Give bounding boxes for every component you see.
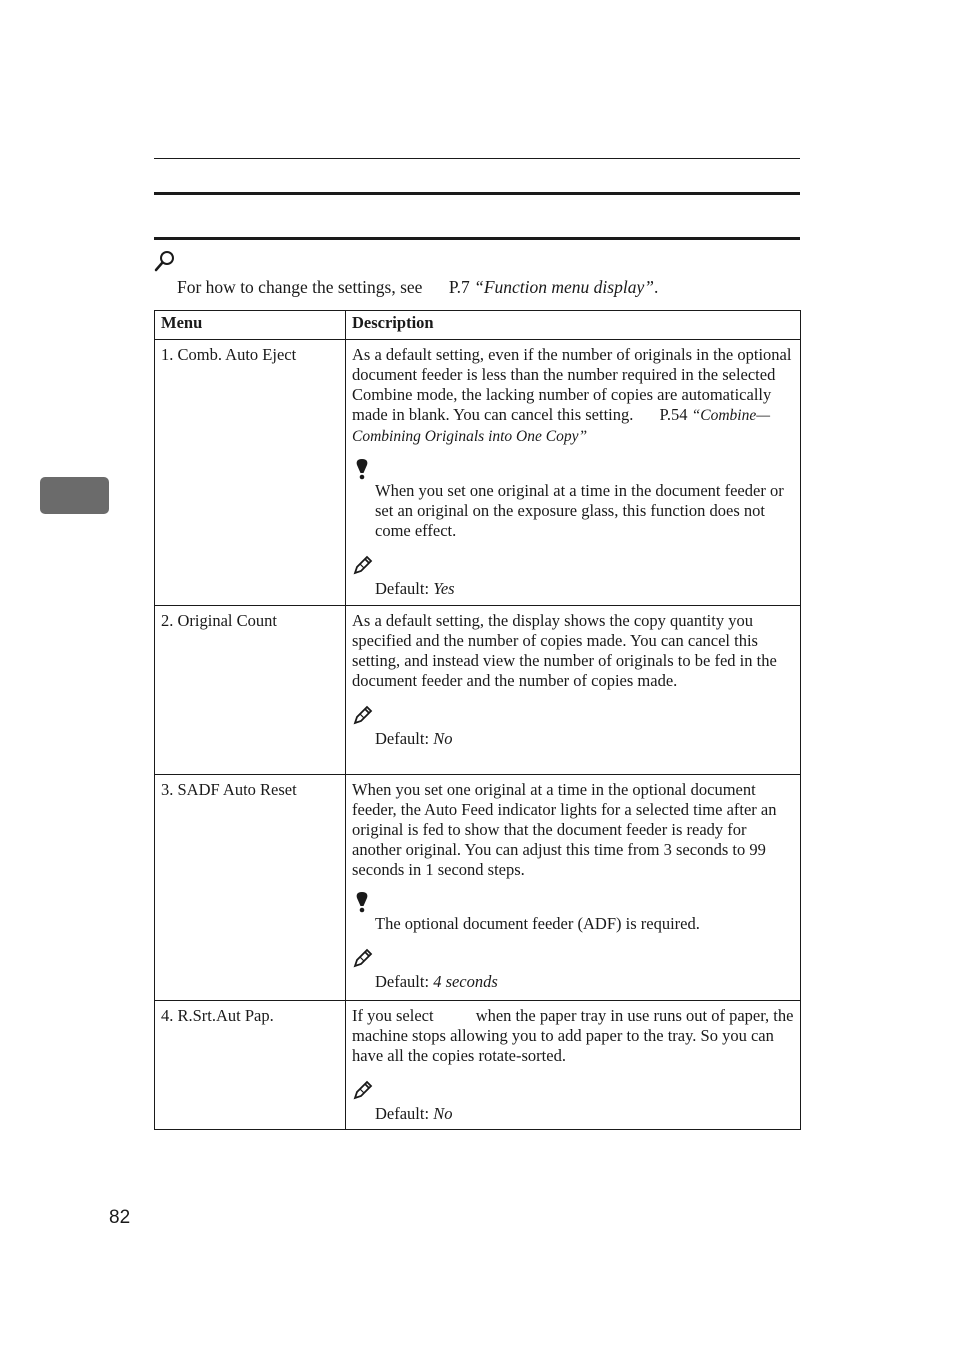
- note-pencil-icon: [352, 703, 374, 727]
- menu-cell: 4. R.Srt.Aut Pap.: [155, 1001, 346, 1130]
- note-pencil-icon: [352, 946, 374, 970]
- important-icon: [352, 457, 372, 481]
- section-rule-1: [154, 192, 800, 195]
- reference-page-link[interactable]: P.7: [448, 277, 470, 297]
- description-cell: If you select when the paper tray in use runs out of paper, the machine stops allowing you to add paper to the tray. So you can have all the copies rotate-sorted. Default: No: [346, 1001, 801, 1130]
- default-value: 4 seconds: [433, 972, 498, 991]
- page-ref-link[interactable]: P.54: [659, 405, 688, 424]
- table-row: [155, 775, 801, 1001]
- default-value: No: [433, 1104, 453, 1123]
- page-number: 82: [109, 1207, 131, 1228]
- reference-prefix: For how to change the settings, see: [177, 277, 423, 297]
- description-cell: As a default setting, the display shows the copy quantity you specified and the number of copies made. You can cancel this setting, and instead view the number of originals to be fed in the document feeder and the number of copies made. Default: No: [346, 606, 801, 775]
- important-icon: [352, 890, 372, 914]
- menu-cell: 3. SADF Auto Reset: [155, 775, 346, 1001]
- default-value: Yes: [433, 579, 455, 598]
- note-block: Default: Yes: [352, 553, 794, 599]
- reference-line: For how to change the settings, see P.7 “Function menu display”.: [177, 277, 659, 297]
- ref-title[interactable]: “Combine—Combining Originals into One Copy”: [352, 407, 770, 445]
- table-row: [155, 606, 801, 775]
- note-block: Default: No: [352, 703, 794, 749]
- description-cell: When you set one original at a time in the optional document feeder, the Auto Feed indicator lights for a selected time after an original is fed to show that the document feeder is ready for another original. You can adjust this time from 3 seconds to 99 seconds in 1 second steps. The optional document feeder (ADF) is required. Default: 4 seconds: [346, 775, 801, 1001]
- menu-cell: 2. Original Count: [155, 606, 346, 775]
- note-pencil-icon: [352, 1078, 374, 1102]
- chapter-tab: [40, 477, 109, 514]
- table-row: [155, 340, 801, 606]
- note-block: Default: 4 seconds: [352, 946, 794, 992]
- note-pencil-icon: [352, 553, 374, 577]
- reference-magnifier-icon: [154, 250, 176, 272]
- settings-table: [154, 310, 801, 1130]
- important-block: [352, 890, 794, 934]
- section-rule-2: [154, 237, 800, 240]
- important-text: The optional document feeder (ADF) is required.: [375, 914, 700, 933]
- table-row: [155, 1001, 801, 1130]
- note-block: Default: No: [352, 1078, 794, 1124]
- description-cell: As a default setting, even if the number of originals in the optional document feeder is less than the number required in the selected Combine mode, the lacking number of copies are automatically made in blank. You can cancel this setting. P.54 “Combine—Combining Originals into One Copy” When you set one original at a time in the document feeder or set an original on the exposure glass, this function does not come effect. Default: Yes: [346, 340, 801, 606]
- menu-cell: 1. Comb. Auto Eject: [155, 340, 346, 606]
- important-text: When you set one original at a time in the document feeder or set an original on the exposure glass, this function does not come effect.: [375, 481, 784, 540]
- reference-title[interactable]: “Function menu display”: [474, 277, 654, 297]
- top-thin-rule: [154, 158, 800, 159]
- default-value: No: [433, 729, 453, 748]
- important-block: [352, 457, 794, 541]
- table-header-row: [155, 311, 801, 340]
- header-menu: Menu: [155, 311, 346, 340]
- header-description: Description: [346, 311, 801, 340]
